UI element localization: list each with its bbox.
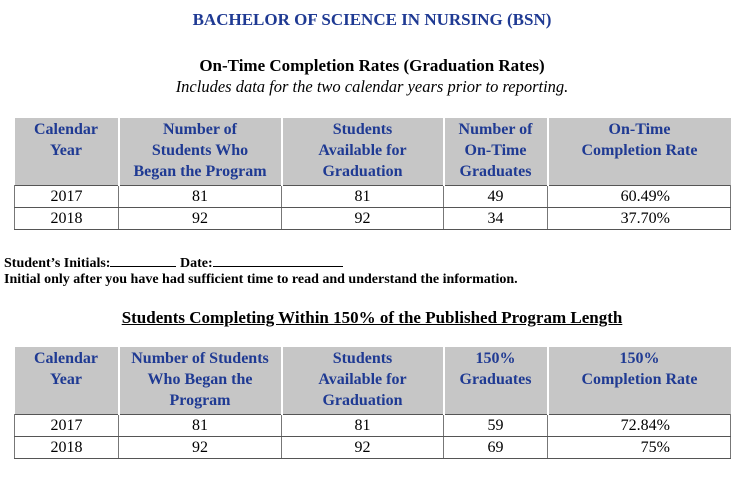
header-calendar-year: Calendar Year (15, 118, 119, 186)
header-students-began: Number of Students Who Began the Program (119, 118, 282, 186)
completion-150-table (14, 347, 731, 459)
header-150-graduates: 150% Graduates (444, 347, 548, 415)
cell-year: 2017 (15, 415, 119, 437)
cell-began: 81 (119, 415, 282, 437)
on-time-completion-table (14, 118, 731, 230)
cell-graduates: 34 (444, 208, 548, 230)
initials-line (4, 256, 343, 272)
cell-available: 81 (282, 415, 444, 437)
cell-year: 2017 (15, 186, 119, 208)
table-header-row (15, 118, 731, 186)
cell-rate: 72.84% (548, 415, 731, 437)
table-row (15, 415, 731, 437)
cell-rate: 60.49% (548, 186, 731, 208)
header-students-began: Number of Students Who Began the Program (119, 347, 282, 415)
header-students-available: Students Available for Graduation (282, 118, 444, 186)
date-blank[interactable] (213, 266, 343, 267)
section1-title: On-Time Completion Rates (Graduation Rates) (199, 56, 545, 75)
header-on-time-rate: On-Time Completion Rate (548, 118, 731, 186)
cell-rate: 37.70% (548, 208, 731, 230)
cell-rate: 75% (548, 437, 731, 459)
header-150-rate: 150% Completion Rate (548, 347, 731, 415)
cell-began: 92 (119, 437, 282, 459)
initials-note: Initial only after you have had sufficient time to read and understand the information. (4, 272, 518, 287)
initials-blank[interactable] (110, 266, 176, 267)
cell-year: 2018 (15, 437, 119, 459)
cell-year: 2018 (15, 208, 119, 230)
header-students-available: Students Available for Graduation (282, 347, 444, 415)
header-on-time-graduates: Number of On-Time Graduates (444, 118, 548, 186)
cell-graduates: 59 (444, 415, 548, 437)
cell-available: 92 (282, 208, 444, 230)
header-calendar-year: Calendar Year (15, 347, 119, 415)
table-row (15, 437, 731, 459)
table-header-row (15, 347, 731, 415)
cell-graduates: 69 (444, 437, 548, 459)
table-row (15, 186, 731, 208)
section1-subtitle: Includes data for the two calendar years prior to reporting. (175, 77, 569, 96)
cell-available: 92 (282, 437, 444, 459)
page-title: BACHELOR OF SCIENCE IN NURSING (BSN) (192, 10, 552, 29)
cell-began: 92 (119, 208, 282, 230)
table-row (15, 208, 731, 230)
cell-began: 81 (119, 186, 282, 208)
cell-graduates: 49 (444, 186, 548, 208)
section2-title: Students Completing Within 150% of the Published Program Length (121, 308, 623, 327)
cell-available: 81 (282, 186, 444, 208)
initials-label: Student’s Initials: (4, 256, 111, 271)
date-label: Date: (179, 256, 213, 271)
